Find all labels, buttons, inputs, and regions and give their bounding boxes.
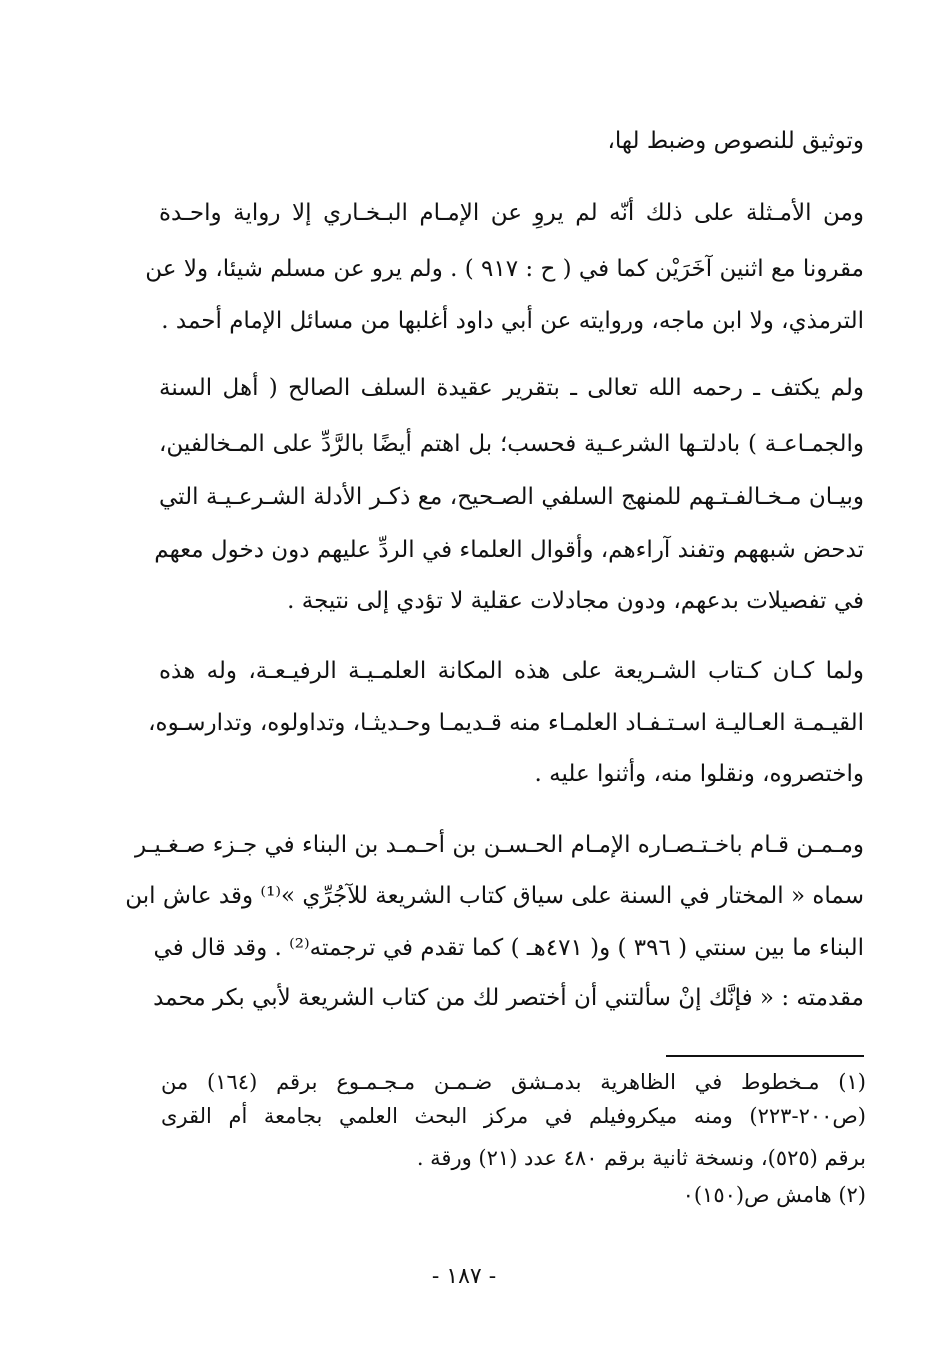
footnote-separator <box>666 1055 864 1057</box>
body-line: ومن الأمـثلة على ذلك أنّه لم يروِ عن الإمـام البـخـاري إلا رواية واحـدة <box>159 200 864 226</box>
body-line: واختصروه، ونقلوا منه، وأثنوا عليه . <box>534 761 864 787</box>
body-line: البناء ما بين سنتي ( ٣٩٦ ) و( ٤٧١هـ ) كما تقدم في ترجمته⁽²⁾ . وقد قال في <box>153 935 864 961</box>
body-line: مقرونا مع اثنين آخَرَيْن كما في ( ح : ٩١٧ ) . ولم يرو عن مسلم شيئا، ولا عن <box>145 256 864 282</box>
body-line: مقدمته : « فإنَّك إنْ سألتني أن أختصر لك من كتاب الشريعة لأبي بكر محمد <box>153 985 864 1011</box>
body-line: وبيـان مـخـالفـتـهم للمنهج السلفي الصـحيح، مع ذكـر الأدلة الشـرعـيـة التي <box>159 484 864 510</box>
footnote-line: برقم (٥٢٥)، ونسخة ثانية برقم ٤٨٠ عدد (٢١) ورقة . <box>416 1146 866 1170</box>
body-line: تدحض شبههم وتفند آراءهم، وأقوال العلماء في الردِّ عليهم دون دخول معهم <box>154 537 864 563</box>
footnote-line: (١) مـخطوط في الظاهرية بدمـشق ضـمـن مـجـمـوع برقم (١٦٤) من <box>161 1070 866 1094</box>
page-number: - ١٨٧ - <box>431 1264 497 1289</box>
body-line: سماه « المختار في السنة على سياق كتاب الشريعة للآجُرِّي »⁽¹⁾ وقد عاش ابن <box>125 883 864 909</box>
body-line: وتوثيق للنصوص وضبط لها، <box>607 128 864 154</box>
footnote-line: (٢) هامش ص(١٥٠)٠ <box>682 1183 866 1207</box>
body-line: في تفصيلات بدعهم، ودون مجادلات عقلية لا تؤدي إلى نتيجة . <box>287 588 864 614</box>
body-line: والجمـاعـة ) بادلتـها الشرعـية فحسب؛ بل اهتم أيضًا بالرَّدِّ على المـخالفين، <box>159 431 864 457</box>
body-line: ومـمـن قـام باخـتـصـاره الإمـام الحـسـن بن أحـمـد بن البناء في جـزء صـغـيـر <box>134 832 864 858</box>
body-line: ولما كـان كـتاب الشـريعة على هذه المكانة العلمـيـة الرفيـعـة، وله هذه <box>159 658 864 684</box>
body-line: الترمذي، ولا ابن ماجه، وروايته عن أبي داود أغلبها من مسائل الإمام أحمد . <box>161 308 864 334</box>
footnote-line: (ص٢٠٠-٢٢٣) ومنه ميكروفيلم في مركز البحث العلمي بجامعة أم القرى <box>161 1104 866 1128</box>
body-line: ولم يكتف ـ رحمه الله تعالى ـ بتقرير عقيدة السلف الصالح ( أهل السنة <box>159 375 864 401</box>
body-line: القيـمـة العـاليـة اسـتـفـاد العلمـاء منه قـديمـا وحـديثـا، وتداولوه، وتدارسـوه، <box>148 710 864 736</box>
